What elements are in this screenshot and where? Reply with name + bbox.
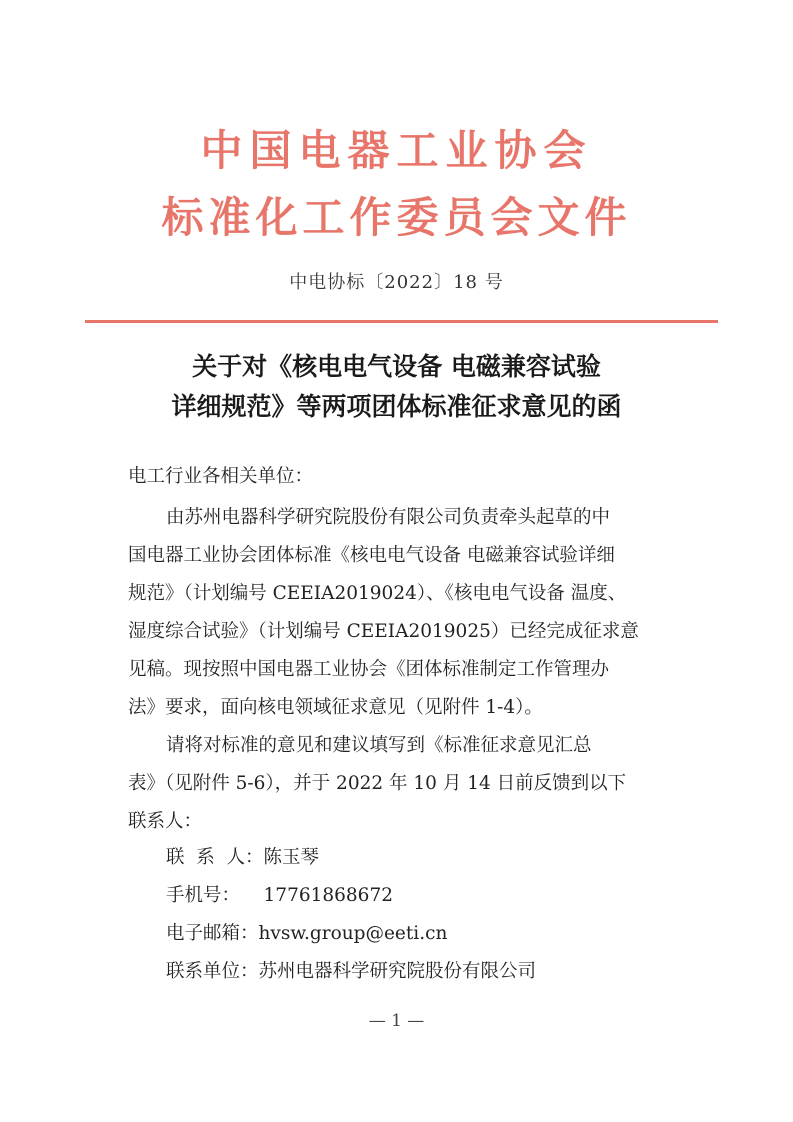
paragraph-2-line-3: 联系人：	[128, 811, 203, 832]
page-number: — 1 —	[368, 1011, 425, 1031]
header-line-2: 标准化工作委员会文件	[161, 193, 632, 242]
paragraph-2-line-1: 请将对标准的意见和建议填写到《标准征求意见汇总	[166, 735, 592, 756]
paragraph-2-line-2: 表》（见附件 5-6），并于 2022 年 10 月 14 日前反馈到以下	[128, 773, 627, 794]
document-title-line-2: 详细规范》等两项团体标准征求意见的函	[171, 392, 622, 421]
salutation: 电工行业各相关单位：	[128, 466, 314, 487]
paragraph-1-line-1: 由苏州电器科学研究院股份有限公司负责牵头起草的中	[166, 507, 611, 528]
paragraph-1-line-6: 法》要求，面向核电领域征求意见（见附件 1-4）。	[128, 697, 543, 718]
paragraph-1-line-2: 国电器工业协会团体标准《核电电气设备 电磁兼容试验详细	[128, 545, 615, 566]
contact-phone: 手机号： 17761868672	[166, 885, 393, 906]
document-number: 中电协标〔2022〕18 号	[289, 272, 504, 293]
contact-person: 联 系 人：陈玉琴	[166, 847, 320, 868]
paragraph-1-line-4: 湿度综合试验》（计划编号 CEEIA2019025）已经完成征求意	[128, 621, 639, 642]
document-title-line-1: 关于对《核电电气设备 电磁兼容试验	[192, 352, 601, 381]
contact-email: 电子邮箱：hvsw.group@eeti.cn	[166, 923, 448, 944]
header-line-1: 中国电器工业协会	[200, 126, 593, 175]
red-divider	[85, 320, 718, 323]
paragraph-1-line-3: 规范》（计划编号 CEEIA2019024）、《核电电气设备 温度、	[128, 583, 627, 604]
contact-organization: 联系单位：苏州电器科学研究院股份有限公司	[166, 961, 537, 982]
paragraph-1-line-5: 见稿。现按照中国电器工业协会《团体标准制定工作管理办	[128, 659, 610, 680]
